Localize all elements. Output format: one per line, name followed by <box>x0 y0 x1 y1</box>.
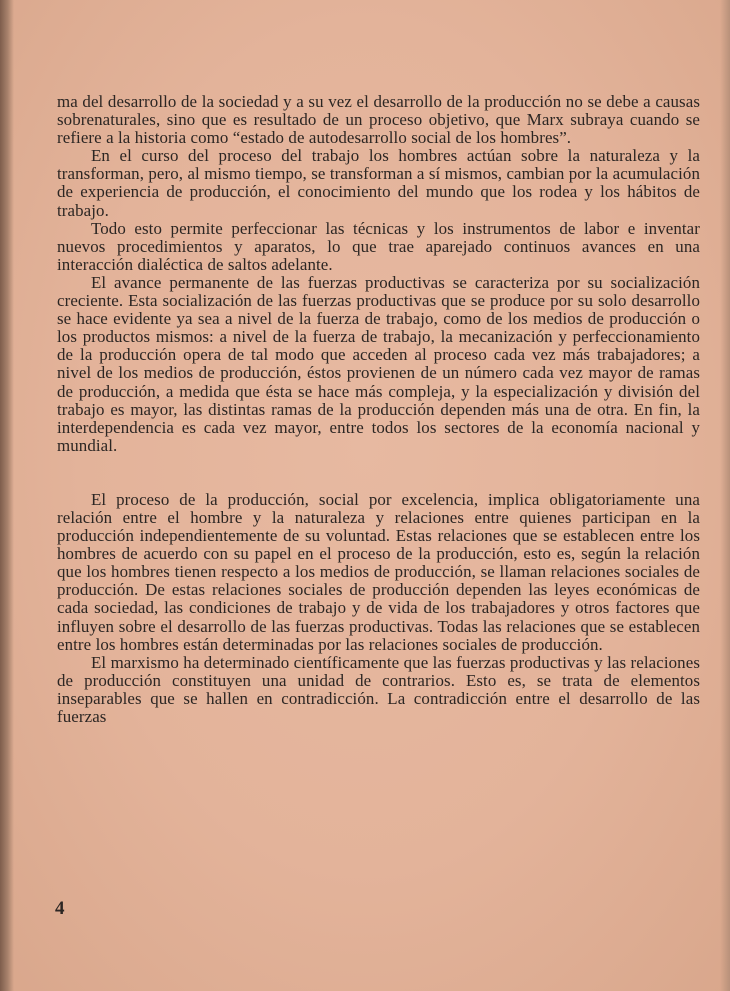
paragraph-5: El proceso de la producción, social por excelencia, implica obligatoriamente una relación entre el hombre y la naturaleza y relaciones entre quienes participan en la producción independientemente de su voluntad. Estas relaciones que se establecen entre los hombres de acuerdo con su papel en el proceso de la producción, esto es, según la relación que los hombres tienen respecto a los medios de producción, se llaman relaciones sociales de producción. De estas relaciones sociales de producción dependen las leyes económicas de cada sociedad, las condiciones de trabajo y de vida de los trabajadores y otros factores que influyen sobre el desarrollo de las fuerzas productivas. Todas las relaciones que se establecen entre los hombres están determinadas por las relaciones sociales de producción. <box>57 489 700 654</box>
section-gap <box>57 455 700 491</box>
page-edge-shadow <box>720 0 730 991</box>
paragraph-2: En el curso del proceso del trabajo los hombres actúan sobre la naturaleza y la transforman, pero, al mismo tiempo, se transforman a sí mismos, cambian por la acumulación de experiencia de producción, el conocimiento del mundo que los rodea y los hábitos de trabajo. <box>57 146 700 220</box>
body-text <box>57 93 700 726</box>
paragraph-1: ma del desarrollo de la sociedad y a su vez el desarrollo de la producción no se debe a causas sobrenaturales, sino que es resultado de un proceso objetivo, que Marx subraya cuando se refiere a la historia como “estado de autodesarrollo social de los hombres”. <box>57 92 700 148</box>
paragraph-3: Todo esto permite perfeccionar las técnicas y los instrumentos de labor e inventar nuevos procedimientos y aparatos, lo que trae aparejado continuos avances en una interacción dialéctica de saltos adelante. <box>57 218 700 274</box>
page-spine-shadow <box>0 0 14 991</box>
paragraph-6: El marxismo ha determinado científicamente que las fuerzas productivas y las relaciones de producción constituyen una unidad de contrarios. Esto es, se trata de elementos inseparables que se hallen en contradicción. La contradicción entre el desarrollo de las fuerzas <box>57 652 700 726</box>
paragraph-4: El avance permanente de las fuerzas productivas se caracteriza por su socialización creciente. Esta socialización de las fuerzas productivas que se produce por su solo desarrollo se hace evidente ya sea a nivel de la fuerza de trabajo, como de los medios de producción o los productos mismos: a nivel de la fuerza de trabajo, la mecanización y perfeccionamiento de la producción opera de tal modo que acceden al proceso cada vez más trabajadores; a nivel de los medios de producción, éstos provienen de un número cada vez mayor de ramas de producción, a medida que ésta se hace más compleja, y la especialización y división del trabajo es mayor, las distintas ramas de la producción dependen más una de otra. En fin, la interdependencia es cada vez mayor, entre todos los sectores de la economía nacional y mundial. <box>57 272 700 455</box>
page-number: 4 <box>55 898 65 919</box>
